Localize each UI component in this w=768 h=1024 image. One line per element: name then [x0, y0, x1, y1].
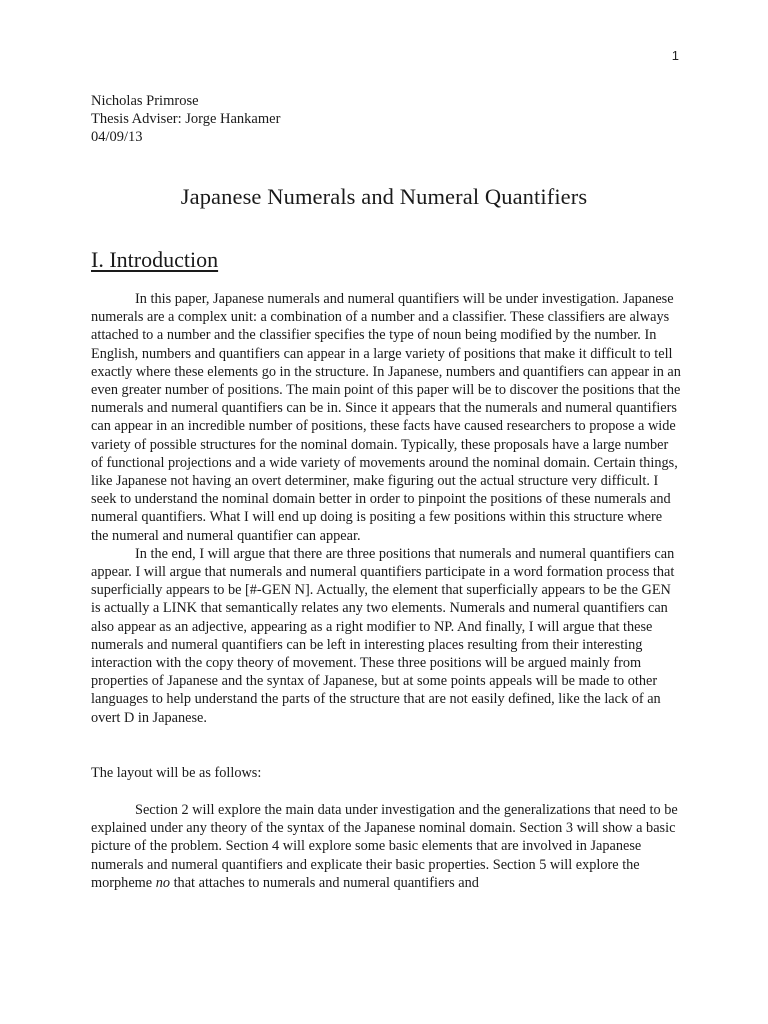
author-name: Nicholas Primrose — [91, 93, 199, 109]
section-heading-introduction: I. Introduction — [91, 247, 219, 272]
paper-title: Japanese Numerals and Numeral Quantifiers — [180, 184, 588, 209]
body-text — [91, 290, 681, 892]
paragraph-4 — [91, 801, 681, 892]
paragraph-2: In the end, I will argue that there are three positions that numerals and numeral quantifiers can appear. I will argue that numerals and numeral quantifiers participate in a word formation process that superficially appears to be [#-GEN N]. Actually, the element that superficially appears to be the GEN is actually a LINK that semantically relates any two elements. Numerals and numeral quantifiers can also appear as an adjective, appearing as a right modifier to NP. And finally, I will argue that these numerals and numeral quantifiers can be left in interesting places resulting from their interesting interaction with the copy theory of movement. These three positions will be argued mainly from properties of Japanese and the syntax of Japanese, but at some points appeals will be made to other languages to help understand the parts of the structure that are not easily defined, like the lack of an overt D in Japanese. — [91, 545, 675, 726]
thesis-adviser: Thesis Adviser: Jorge Hankamer — [91, 111, 281, 127]
paragraph-3: The layout will be as follows: — [91, 764, 262, 781]
paragraph-gap — [91, 782, 681, 801]
paragraph-gap — [91, 727, 681, 764]
document-date: 04/09/13 — [91, 129, 143, 145]
author-block — [91, 92, 280, 146]
paragraph-4-text-a: Section 2 will explore the main data under investigation and the generalizations that need to be explained under any theory of the syntax of the Japanese nominal domain. Section 3 will show a basic picture of the problem. Section 4 will explore some basic elements that are involved in Japanese numerals and numeral quantifiers and explicate their basic properties. Section 5 will explore the morpheme — [91, 802, 678, 891]
paragraph-4-italic-term: no — [155, 874, 171, 891]
page-number: 1 — [671, 48, 679, 63]
paragraph-4-text-b: that attaches to numerals and numeral quantifiers and — [170, 874, 479, 891]
paragraph-1: In this paper, Japanese numerals and numeral quantifiers will be under investigation. Japanese numerals are a complex unit: a combination of a number and a classifier. These classifiers are always attached to a number and the classifier specifies the type of noun being modified by the number. In English, numbers and quantifiers can appear in a large variety of positions that make it difficult to tell exactly where these elements go in the structure. In Japanese, numbers and quantifiers can appear in an even greater number of positions. The main point of this paper will be to discover the positions that the numerals and numeral quantifiers can be in. Since it appears that the numerals and numeral quantifiers can appear in an incredible number of positions, these facts have caused researchers to propose a wide variety of possible structures for the nominal domain. Typically, these proposals have a large number of functional projections and a wide variety of movements around the nominal domain. Certain things, like Japanese not having an overt determiner, make figuring out the actual structure very difficult. I seek to understand the nominal domain better in order to pinpoint the positions of these numerals and numeral quantifiers. What I will end up doing is positing a few positions within this structure where the numeral and numeral quantifier can appear. — [91, 291, 681, 544]
